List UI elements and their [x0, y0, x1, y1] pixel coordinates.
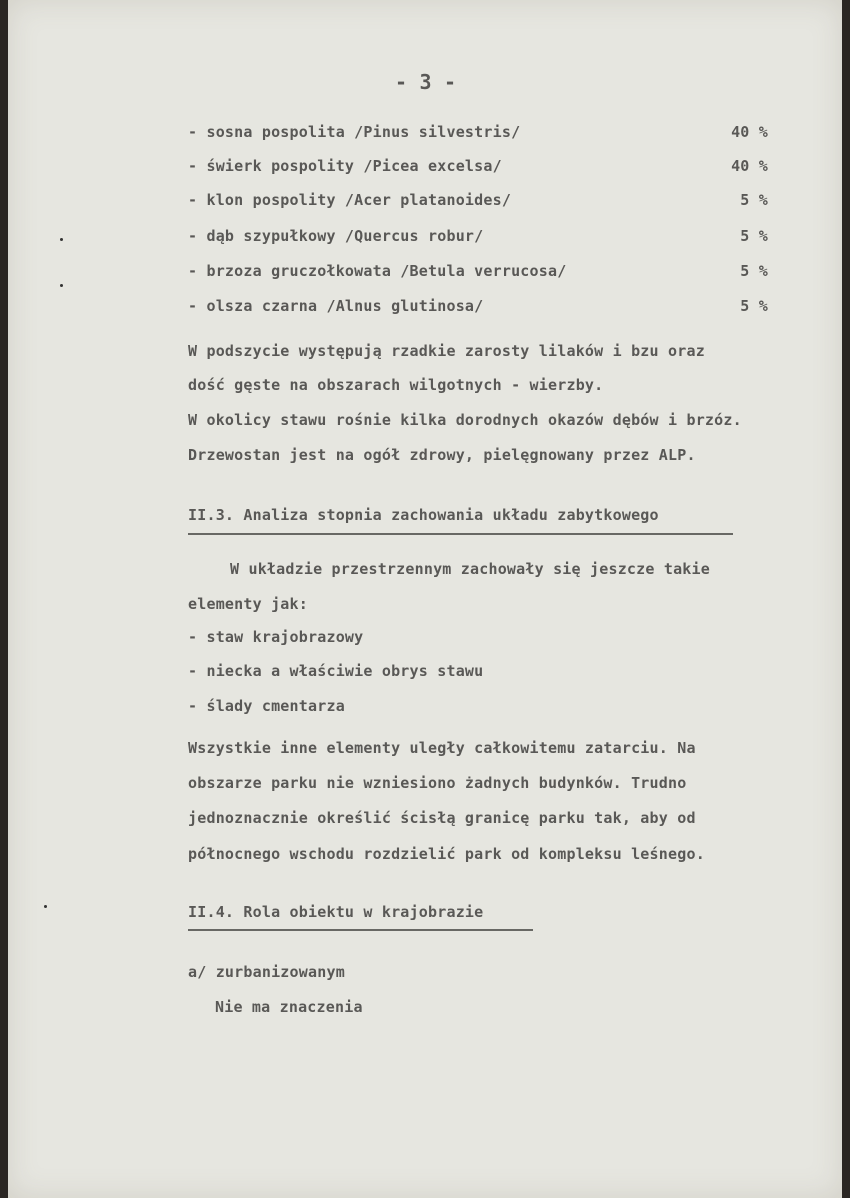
list-item: - staw krajobrazowy — [188, 628, 364, 646]
list-item: - niecka a właściwie obrys stawu — [188, 662, 484, 680]
species-name: - świerk pospolity /Picea excelsa/ — [188, 157, 502, 175]
paragraph-line: Wszystkie inne elementy uległy całkowitemu zatarciu. Na — [188, 739, 696, 757]
species-name: - brzoza gruczołkowata /Betula verrucosa/ — [188, 262, 567, 280]
species-name: - olsza czarna /Alnus glutinosa/ — [188, 297, 484, 315]
subsection-label: a/ zurbanizowanym — [188, 963, 345, 981]
paragraph-line: obszarze parku nie wzniesiono żadnych budynków. Trudno — [188, 774, 687, 792]
heading-underline — [188, 533, 733, 535]
species-name: - sosna pospolita /Pinus silvestris/ — [188, 123, 521, 141]
species-name: - klon pospolity /Acer platanoides/ — [188, 191, 512, 209]
section-heading: II.4. Rola obiektu w krajobrazie — [188, 903, 484, 921]
section-heading: II.3. Analiza stopnia zachowania układu zabytkowego — [188, 506, 659, 524]
subsection-text: Nie ma znaczenia — [215, 998, 363, 1016]
paragraph-line: Drzewostan jest na ogół zdrowy, pielęgnowany przez ALP. — [188, 446, 696, 464]
species-percent: 5 % — [740, 297, 768, 315]
paragraph-line: północnego wschodu rozdzielić park od kompleksu leśnego. — [188, 845, 705, 863]
paragraph-line: elementy jak: — [188, 595, 308, 613]
document-page — [8, 0, 842, 1198]
paragraph-line: dość gęste na obszarach wilgotnych - wierzby. — [188, 376, 604, 394]
species-percent: 5 % — [740, 191, 768, 209]
heading-underline — [188, 929, 533, 931]
paper-speck — [60, 238, 63, 241]
paragraph-line: W podszycie występują rzadkie zarosty lilaków i bzu oraz — [188, 342, 705, 360]
paragraph-line: W okolicy stawu rośnie kilka dorodnych okazów dębów i brzóz. — [188, 411, 742, 429]
paper-speck — [60, 284, 63, 287]
list-item: - ślady cmentarza — [188, 697, 345, 715]
species-percent: 40 % — [731, 123, 768, 141]
species-name: - dąb szypułkowy /Quercus robur/ — [188, 227, 484, 245]
paragraph-line: W układzie przestrzennym zachowały się jeszcze takie — [230, 560, 710, 578]
paper-speck — [44, 905, 47, 908]
page-number: - 3 - — [395, 70, 457, 94]
species-percent: 5 % — [740, 262, 768, 280]
species-percent: 40 % — [731, 157, 768, 175]
species-percent: 5 % — [740, 227, 768, 245]
paragraph-line: jednoznacznie określić ścisłą granicę parku tak, aby od — [188, 809, 696, 827]
